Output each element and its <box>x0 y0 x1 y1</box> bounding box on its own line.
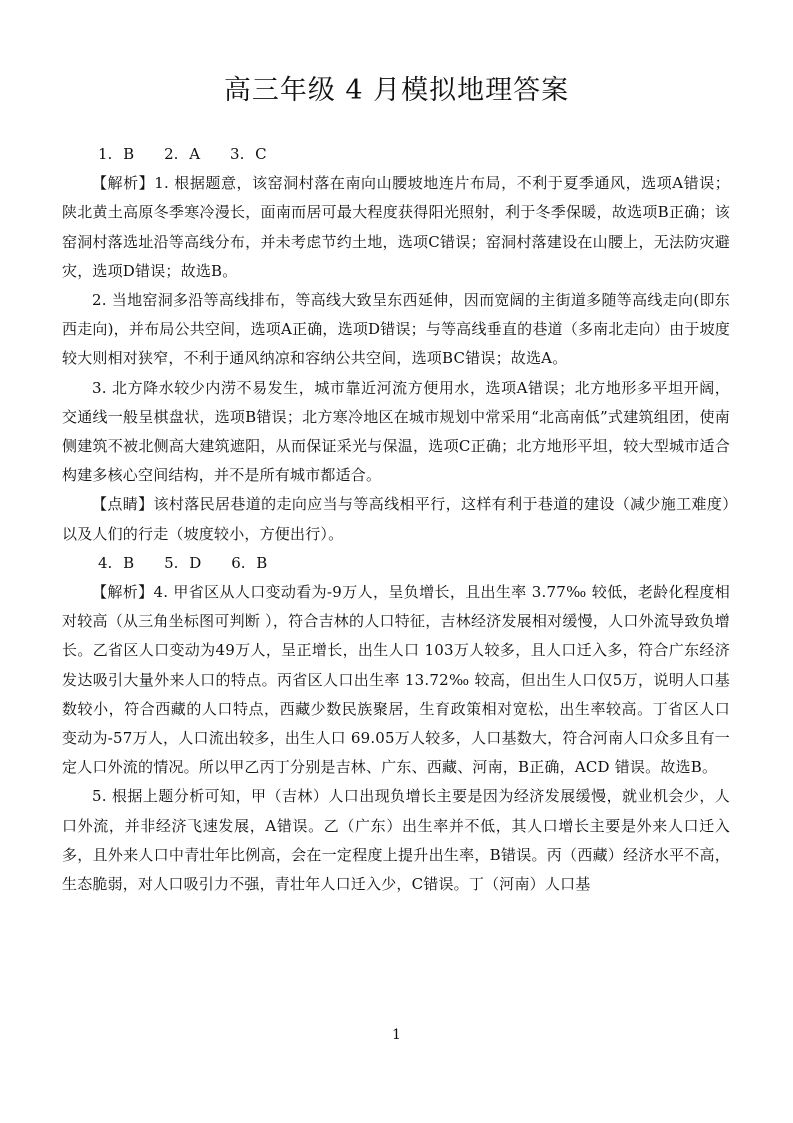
answer-item: 1. B <box>98 145 135 163</box>
answer-item: 2. A <box>164 145 201 163</box>
answer-line-2 <box>62 549 730 578</box>
analysis-paragraph-1: 【解析】1. 根据题意，该窑洞村落在南向山腰坡地连片布局，不利于夏季通风，选项A错误；陕北黄土高原冬季寒冷漫长，面南而居可最大程度获得阳光照射，利于冬季保暖，故选项B正确；该窑洞村落选址沿等高线分布，并未考虑节约土地，选项C错误；窑洞村落建设在山腰上，无法防灾避灾，选项D错误；故选B。 <box>62 174 730 280</box>
answer-item: 4. B <box>98 553 135 572</box>
document-body <box>62 140 730 899</box>
analysis-paragraph-5: 5. 根据上题分析可知，甲（吉林）人口出现负增长主要是因为经济发展缓慢，就业机会少，人口外流，并非经济飞速发展，A错误。乙（广东）出生率并不低，其人口增长主要是外来人口迁入多，且外来人口中青壮年比例高，会在一定程度上提升出生率，B错误。丙（西藏）经济水平不高，生态脆弱，对人口吸引力不强，青壮年人口迁入少，C错误。丁（河南）人口基 <box>62 787 730 894</box>
answer-item: 5. D <box>164 553 202 572</box>
answer-item: 6. B <box>231 553 268 572</box>
tip-paragraph: 【点睛】该村落民居巷道的走向应当与等高线相平行，这样有利于巷道的建设（减少施工难度）以及人们的行走（坡度较小，方便出行）。 <box>62 495 730 543</box>
page-number: 1 <box>392 1027 401 1043</box>
analysis-paragraph-4: 【解析】4. 甲省区从人口变动看为-9万人，呈负增长，且出生率 3.77‰ 较低，老龄化程度相对较高（从三角坐标图可判断 ），符合吉林的人口特征，吉林经济发展相对缓慢，人口外流导致负增长。乙省区人口变动为49万人，呈正增长，出生人口 103万人较多，且人口迁入多，符合广东经济发达吸引大量外来人口的特点。丙省区人口出生率 13.72‰ 较高，但出生人口仅5万，说明人口基数较小，符合西藏的人口特点，西藏少数民族聚居，生育政策相对宽松，出生率较高。丁省区人口变动为-57万人，人口流出较多，出生人口 69.05万人较多，人口基数大，符合河南人口众多且有一定人口外流的情况。所以甲乙丙丁分别是吉林、广东、西藏、河南，B正确，ACD 错误。故选B。 <box>62 583 730 777</box>
document-title: 高三年级 4 月模拟地理答案 <box>223 75 570 106</box>
analysis-paragraph-2: 2. 当地窑洞多沿等高线排布，等高线大致呈东西延伸，因而宽阔的主街道多随等高线走向(即东西走向)，并布局公共空间，选项A正确，选项D错误；与等高线垂直的巷道（多南北走向）由于坡度较大则相对狭窄，不利于通风纳凉和容纳公共空间，选项BC错误；故选A。 <box>62 291 730 368</box>
answer-line-1 <box>62 140 730 169</box>
analysis-paragraph-3: 3. 北方降水较少内涝不易发生，城市靠近河流方便用水，选项A错误；北方地形多平坦开阔，交通线一般呈棋盘状，选项B错误；北方寒冷地区在城市规划中常采用“北高南低”式建筑组团，使南侧建筑不被北侧高大建筑遮阳，从而保证采光与保温，选项C正确；北方地形平坦，较大型城市适合构建多核心空间结构，并不是所有城市都适合。 <box>62 378 730 485</box>
answer-item: 3. C <box>230 145 267 163</box>
